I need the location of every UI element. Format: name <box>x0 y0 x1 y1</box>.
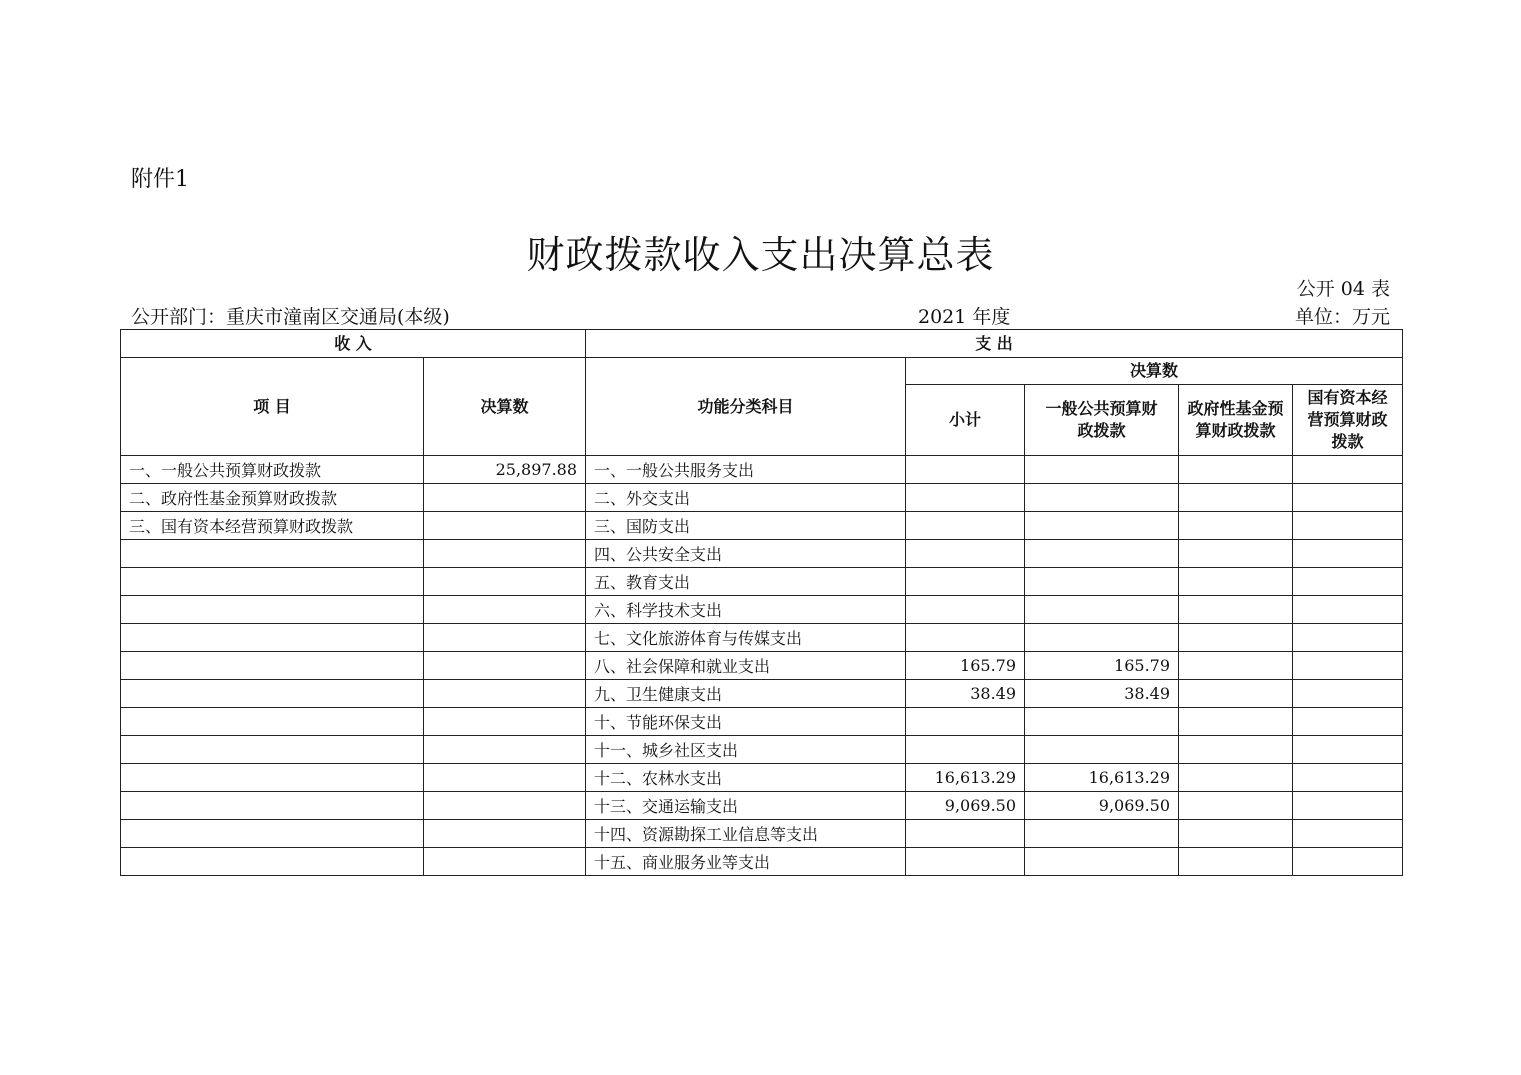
income-amount-cell <box>424 484 586 512</box>
state-capital-cell <box>1293 792 1403 820</box>
income-item-cell <box>121 848 424 876</box>
subtotal-cell: 165.79 <box>906 652 1025 680</box>
income-item-cell: 三、国有资本经营预算财政拨款 <box>121 512 424 540</box>
table-row <box>121 764 1403 792</box>
income-item-cell <box>121 792 424 820</box>
gov-fund-cell <box>1179 848 1293 876</box>
income-amount-cell: 25,897.88 <box>424 456 586 484</box>
fiscal-year: 2021 年度 <box>918 306 1011 328</box>
subtotal-cell <box>906 484 1025 512</box>
general-budget-cell <box>1025 540 1179 568</box>
subtotal-header: 小计 <box>906 385 1025 456</box>
income-amount-cell <box>424 624 586 652</box>
gov-fund-cell <box>1179 764 1293 792</box>
income-item-cell <box>121 624 424 652</box>
expense-item-cell: 十四、资源勘探工业信息等支出 <box>586 820 906 848</box>
general-budget-cell <box>1025 708 1179 736</box>
form-code: 公开 04 表 <box>1296 278 1390 300</box>
state-capital-cell <box>1293 652 1403 680</box>
general-budget-cell: 16,613.29 <box>1025 764 1179 792</box>
income-amount-cell <box>424 680 586 708</box>
expense-item-cell: 八、社会保障和就业支出 <box>586 652 906 680</box>
expense-item-cell: 十、节能环保支出 <box>586 708 906 736</box>
subtotal-cell <box>906 820 1025 848</box>
general-budget-cell <box>1025 624 1179 652</box>
general-budget-cell <box>1025 596 1179 624</box>
gov-fund-cell <box>1179 624 1293 652</box>
income-item-cell <box>121 708 424 736</box>
department-label: 公开部门：重庆市潼南区交通局(本级) <box>131 306 450 328</box>
income-amount-cell <box>424 792 586 820</box>
expense-item-cell: 一、一般公共服务支出 <box>586 456 906 484</box>
table-row <box>121 568 1403 596</box>
func-category-header: 功能分类科目 <box>586 358 906 456</box>
general-budget-cell: 38.49 <box>1025 680 1179 708</box>
expense-item-cell: 十二、农林水支出 <box>586 764 906 792</box>
gov-fund-cell <box>1179 792 1293 820</box>
state-capital-cell <box>1293 820 1403 848</box>
state-capital-cell <box>1293 624 1403 652</box>
table-row <box>121 624 1403 652</box>
table-body <box>121 330 1403 876</box>
table-row <box>121 512 1403 540</box>
gov-fund-cell <box>1179 652 1293 680</box>
gov-fund-cell <box>1179 512 1293 540</box>
expense-item-cell: 七、文化旅游体育与传媒支出 <box>586 624 906 652</box>
table-row <box>121 456 1403 484</box>
subtotal-cell <box>906 568 1025 596</box>
subtotal-cell: 38.49 <box>906 680 1025 708</box>
expense-header: 支 出 <box>586 330 1403 358</box>
general-budget-cell <box>1025 736 1179 764</box>
general-budget-cell <box>1025 512 1179 540</box>
income-amount-cell <box>424 764 586 792</box>
state-capital-cell <box>1293 512 1403 540</box>
income-item-cell <box>121 820 424 848</box>
expense-item-cell: 二、外交支出 <box>586 484 906 512</box>
state-capital-cell <box>1293 680 1403 708</box>
subtotal-cell <box>906 456 1025 484</box>
expense-item-cell: 十五、商业服务业等支出 <box>586 848 906 876</box>
item-header: 项 目 <box>121 358 424 456</box>
income-item-cell <box>121 596 424 624</box>
income-amount-cell <box>424 540 586 568</box>
expense-item-cell: 六、科学技术支出 <box>586 596 906 624</box>
income-amount-cell <box>424 736 586 764</box>
gov-fund-cell <box>1179 736 1293 764</box>
subtotal-cell <box>906 624 1025 652</box>
expense-item-cell: 十一、城乡社区支出 <box>586 736 906 764</box>
income-amount-cell <box>424 848 586 876</box>
income-item-cell: 一、一般公共预算财政拨款 <box>121 456 424 484</box>
income-item-cell <box>121 680 424 708</box>
page-title: 财政拨款收入支出决算总表 <box>526 233 995 277</box>
state-capital-cell <box>1293 736 1403 764</box>
income-amount-cell <box>424 568 586 596</box>
state-capital-cell <box>1293 708 1403 736</box>
attachment-label: 附件1 <box>131 167 189 192</box>
subtotal-cell <box>906 736 1025 764</box>
general-budget-cell <box>1025 848 1179 876</box>
gov-fund-cell <box>1179 484 1293 512</box>
income-amount-cell <box>424 708 586 736</box>
budget-table <box>120 329 1403 876</box>
general-budget-cell: 9,069.50 <box>1025 792 1179 820</box>
state-capital-cell <box>1293 484 1403 512</box>
expense-item-cell: 十三、交通运输支出 <box>586 792 906 820</box>
table-row <box>121 708 1403 736</box>
final-amount-header: 决算数 <box>424 358 586 456</box>
state-capital-cell <box>1293 848 1403 876</box>
state-capital-cell <box>1293 456 1403 484</box>
state-capital-cell <box>1293 568 1403 596</box>
subtotal-cell: 16,613.29 <box>906 764 1025 792</box>
table-row <box>121 484 1403 512</box>
table-row <box>121 652 1403 680</box>
income-amount-cell <box>424 596 586 624</box>
gov-fund-cell <box>1179 680 1293 708</box>
gov-fund-cell <box>1179 820 1293 848</box>
table-row <box>121 680 1403 708</box>
gov-fund-cell <box>1179 540 1293 568</box>
table-row <box>121 540 1403 568</box>
subtotal-cell: 9,069.50 <box>906 792 1025 820</box>
expense-item-cell: 四、公共安全支出 <box>586 540 906 568</box>
gov-fund-cell <box>1179 708 1293 736</box>
income-amount-cell <box>424 512 586 540</box>
table-row <box>121 736 1403 764</box>
income-amount-cell <box>424 820 586 848</box>
general-budget-cell <box>1025 456 1179 484</box>
table-row <box>121 596 1403 624</box>
expense-item-cell: 九、卫生健康支出 <box>586 680 906 708</box>
state-capital-cell <box>1293 596 1403 624</box>
income-item-cell <box>121 764 424 792</box>
general-budget-cell <box>1025 568 1179 596</box>
state-capital-cell <box>1293 764 1403 792</box>
income-header: 收 入 <box>121 330 586 358</box>
income-item-cell <box>121 736 424 764</box>
subtotal-cell <box>906 512 1025 540</box>
header-row-1 <box>121 330 1403 358</box>
income-item-cell <box>121 568 424 596</box>
general-budget-header: 一般公共预算财政拨款 <box>1025 385 1179 456</box>
subtotal-cell <box>906 540 1025 568</box>
income-amount-cell <box>424 652 586 680</box>
state-capital-cell <box>1293 540 1403 568</box>
final-group-header: 决算数 <box>906 358 1403 385</box>
income-item-cell: 二、政府性基金预算财政拨款 <box>121 484 424 512</box>
gov-fund-header: 政府性基金预算财政拨款 <box>1179 385 1293 456</box>
gov-fund-cell <box>1179 568 1293 596</box>
income-item-cell <box>121 540 424 568</box>
expense-item-cell: 三、国防支出 <box>586 512 906 540</box>
general-budget-cell: 165.79 <box>1025 652 1179 680</box>
unit-label: 单位：万元 <box>1294 306 1390 328</box>
subtotal-cell <box>906 596 1025 624</box>
general-budget-cell <box>1025 820 1179 848</box>
gov-fund-cell <box>1179 596 1293 624</box>
expense-item-cell: 五、教育支出 <box>586 568 906 596</box>
general-budget-cell <box>1025 484 1179 512</box>
table-row <box>121 848 1403 876</box>
subtotal-cell <box>906 848 1025 876</box>
header-row-2 <box>121 358 1403 385</box>
subtotal-cell <box>906 708 1025 736</box>
gov-fund-cell <box>1179 456 1293 484</box>
income-item-cell <box>121 652 424 680</box>
table-row <box>121 820 1403 848</box>
table-row <box>121 792 1403 820</box>
state-capital-header: 国有资本经营预算财政拨款 <box>1293 385 1403 456</box>
